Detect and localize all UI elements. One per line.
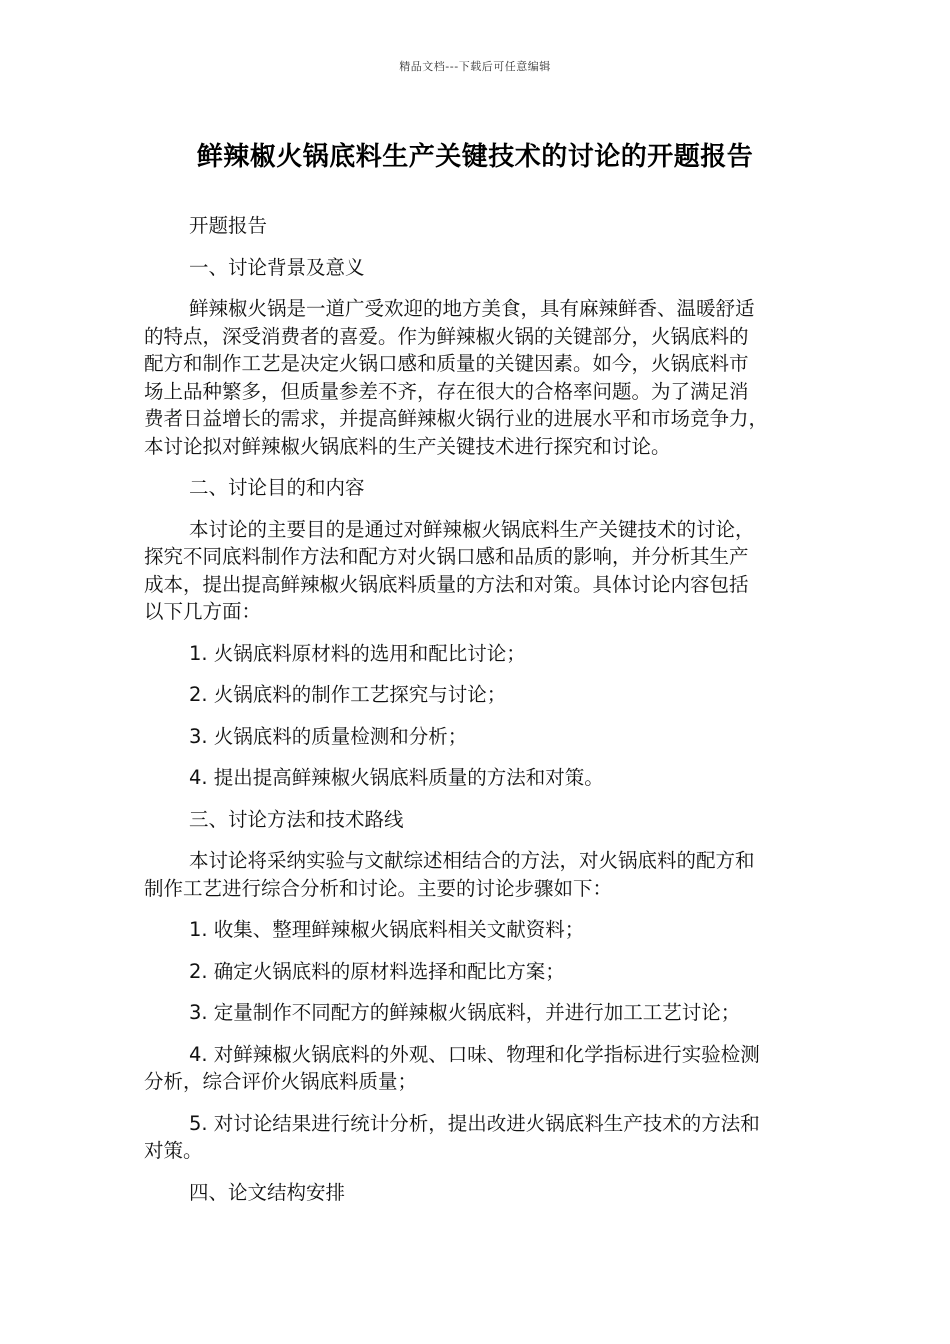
paragraph-line: 制作工艺进行综合分析和讨论。主要的讨论步骤如下： <box>144 876 613 900</box>
paragraph-line: 二、讨论目的和内容 <box>189 476 365 499</box>
header-note: 精品文档---下载后可任意编辑 <box>399 60 551 73</box>
paragraph-line: 4. 提出提高鲜辣椒火锅底料质量的方法和对策。 <box>189 766 604 789</box>
paragraph <box>144 916 804 944</box>
paragraph-line: 分析，综合评价火锅底料质量； <box>144 1070 418 1093</box>
paragraph <box>144 212 804 240</box>
paragraph-line: 开题报告 <box>189 214 268 237</box>
paragraph-line: 以下几方面： <box>144 600 262 623</box>
paragraph <box>144 723 804 751</box>
paragraph <box>144 958 804 986</box>
paragraph-line: 四、论文结构安排 <box>189 1180 346 1204</box>
paragraph <box>144 516 804 626</box>
paragraph-line: 5. 对讨论结果进行统计分析，提出改进火锅底料生产技术的方法和 <box>189 1111 760 1135</box>
document-title: 鲜辣椒火锅底料生产关键技术的讨论的开题报告 <box>196 142 754 172</box>
paragraph <box>144 681 804 709</box>
paragraph-line: 配方和制作工艺是决定火锅口感和质量的关键因素。如今，火锅底料市 <box>144 352 749 375</box>
paragraph-line: 对策。 <box>144 1139 203 1162</box>
paragraph <box>144 764 804 792</box>
paragraph-line: 鲜辣椒火锅是一道广受欢迎的地方美食，具有麻辣鲜香、温暖舒适 <box>189 297 755 320</box>
paragraph <box>144 999 804 1027</box>
paragraph-line: 的特点，深受消费者的喜爱。作为鲜辣椒火锅的关键部分，火锅底料的 <box>144 324 749 348</box>
paragraph-line: 本讨论将采纳实验与文献综述相结合的方法，对火锅底料的配方和 <box>189 849 755 872</box>
paragraph <box>144 1110 804 1165</box>
paragraph-line: 本讨论拟对鲜辣椒火锅底料的生产关键技术进行探究和讨论。 <box>144 434 671 458</box>
paragraph <box>144 847 804 902</box>
paragraph-line: 3. 定量制作不同配方的鲜辣椒火锅底料，并进行加工工艺讨论； <box>189 1001 741 1024</box>
paragraph-line: 3. 火锅底料的质量检测和分析； <box>189 724 468 748</box>
paragraph-line: 费者日益增长的需求，并提高鲜辣椒火锅行业的进展水平和市场竞争力， <box>144 407 769 430</box>
paragraph-line: 1. 火锅底料原材料的选用和配比讨论； <box>189 641 526 665</box>
paragraph <box>144 640 804 668</box>
paragraph-line: 成本，提出提高鲜辣椒火锅底料质量的方法和对策。具体讨论内容包括 <box>144 572 749 596</box>
paragraph <box>144 295 804 460</box>
paragraph-line: 探究不同底料制作方法和配方对火锅口感和品质的影响，并分析其生产 <box>144 545 749 568</box>
paragraph <box>144 474 804 502</box>
paragraph-line: 本讨论的主要目的是通过对鲜辣椒火锅底料生产关键技术的讨论， <box>189 517 755 541</box>
paragraph <box>144 1179 804 1207</box>
paragraph-line: 2. 确定火锅底料的原材料选择和配比方案； <box>189 959 565 983</box>
paragraph <box>144 1041 804 1096</box>
paragraph-line: 场上品种繁多，但质量参差不齐，存在很大的合格率问题。为了满足消 <box>144 379 749 403</box>
paragraph-line: 4. 对鲜辣椒火锅底料的外观、口味、物理和化学指标进行实验检测 <box>189 1042 760 1066</box>
document-body <box>144 212 804 1220</box>
paragraph-line: 一、讨论背景及意义 <box>189 255 365 279</box>
paragraph <box>144 254 804 282</box>
paragraph-line: 2. 火锅底料的制作工艺探究与讨论； <box>189 683 507 706</box>
paragraph <box>144 806 804 834</box>
paragraph-line: 1. 收集、整理鲜辣椒火锅底料相关文献资料； <box>189 918 585 941</box>
paragraph-line: 三、讨论方法和技术路线 <box>189 807 404 831</box>
